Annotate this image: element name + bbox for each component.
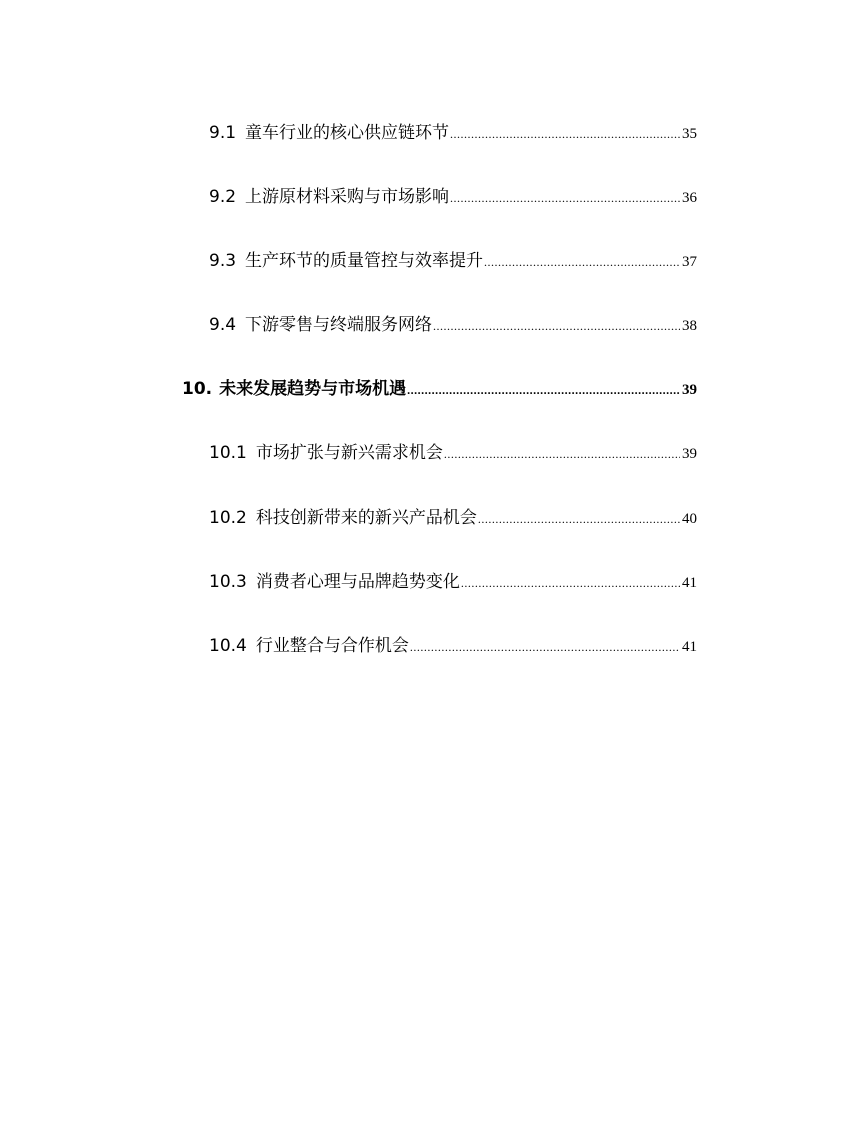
toc-page-number: 41 — [682, 639, 697, 655]
toc-dot-leader — [433, 320, 680, 332]
toc-entry-number: 9.2 — [209, 187, 237, 207]
toc-dot-leader — [450, 128, 680, 140]
toc-entry-10-3[interactable] — [209, 567, 697, 591]
toc-entry-title: 童车行业的核心供应链环节 — [245, 123, 450, 143]
toc-entry-number: 10.3 — [209, 572, 247, 592]
toc-page-number: 37 — [682, 254, 697, 270]
toc-entry-9-4[interactable] — [209, 310, 697, 334]
toc-entry-number: 9.4 — [209, 315, 237, 335]
toc-entry-title: 行业整合与合作机会 — [255, 636, 409, 656]
toc-entry-9-1[interactable] — [209, 118, 697, 142]
toc-dot-leader — [478, 513, 680, 525]
toc-entry-9-3[interactable] — [209, 246, 697, 270]
toc-page-number: 36 — [682, 190, 697, 206]
toc-page-number: 40 — [682, 511, 697, 527]
toc-entry-number: 10. — [182, 379, 213, 399]
toc-entry-10-1[interactable] — [209, 438, 697, 462]
toc-page-number: 38 — [682, 318, 697, 334]
toc-page-number: 35 — [682, 126, 697, 142]
toc-entry-number: 10.2 — [209, 508, 247, 528]
toc-entry-title: 科技创新带来的新兴产品机会 — [255, 508, 477, 528]
toc-entry-number: 9.1 — [209, 123, 237, 143]
toc-entry-number: 9.3 — [209, 251, 237, 271]
toc-entry-10-4[interactable] — [209, 631, 697, 655]
toc-entry-number: 10.4 — [209, 636, 247, 656]
toc-dot-leader — [484, 256, 680, 268]
toc-dot-leader — [461, 577, 680, 589]
toc-entry-9-2[interactable] — [209, 182, 697, 206]
toc-page-number: 39 — [682, 446, 697, 462]
toc-entry-number: 10.1 — [209, 443, 247, 463]
toc-dot-leader — [450, 192, 680, 204]
toc-entry-title: 消费者心理与品牌趋势变化 — [255, 572, 460, 592]
toc-dot-leader — [444, 448, 680, 460]
toc-dot-leader — [410, 641, 680, 653]
toc-entry-10-2[interactable] — [209, 503, 697, 527]
toc-entry-10[interactable] — [182, 374, 697, 398]
toc-page-number: 41 — [682, 575, 697, 591]
toc-entry-title: 市场扩张与新兴需求机会 — [255, 443, 443, 463]
toc-page-number: 39 — [682, 382, 697, 398]
toc-entry-title: 生产环节的质量管控与效率提升 — [245, 251, 484, 271]
toc-dot-leader — [407, 384, 680, 396]
toc-entry-title: 下游零售与终端服务网络 — [245, 315, 433, 335]
toc-entry-title: 未来发展趋势与市场机遇 — [219, 379, 407, 399]
toc-entry-title: 上游原材料采购与市场影响 — [245, 187, 450, 207]
